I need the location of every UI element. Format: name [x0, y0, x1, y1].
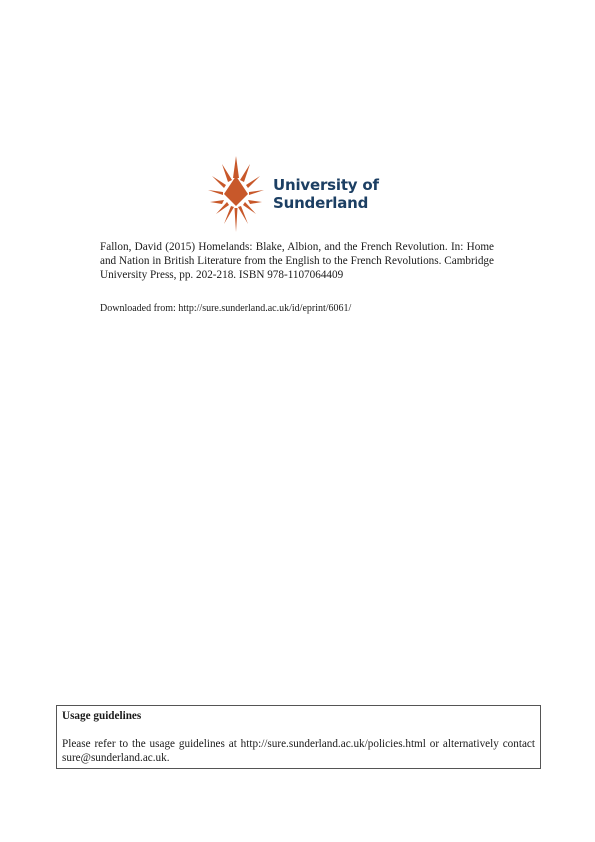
logo-line-2: Sunderland [273, 194, 369, 212]
usage-guidelines-box [56, 705, 541, 769]
logo-line-1: University of [273, 176, 379, 194]
logo-wordmark [273, 176, 379, 212]
downloaded-from-text: Downloaded from: http://sure.sunderland.ac.uk/id/eprint/6061/ [100, 303, 352, 314]
usage-guidelines-title: Usage guidelines [62, 710, 142, 722]
citation-text: Fallon, David (2015) Homelands: Blake, Albion, and the French Revolution. In: Home and Nation in British Literature from the English to the French Revolutions. Cambridge University Press, pp. 202-218. ISBN 978-1107064409 [100, 241, 494, 281]
sunburst-logo-icon [208, 156, 264, 232]
university-logo [208, 156, 398, 232]
usage-guidelines-text: Please refer to the usage guidelines at http://sure.sunderland.ac.uk/policies.html or alternatively contact sure@sunderland.ac.uk. [62, 738, 535, 764]
